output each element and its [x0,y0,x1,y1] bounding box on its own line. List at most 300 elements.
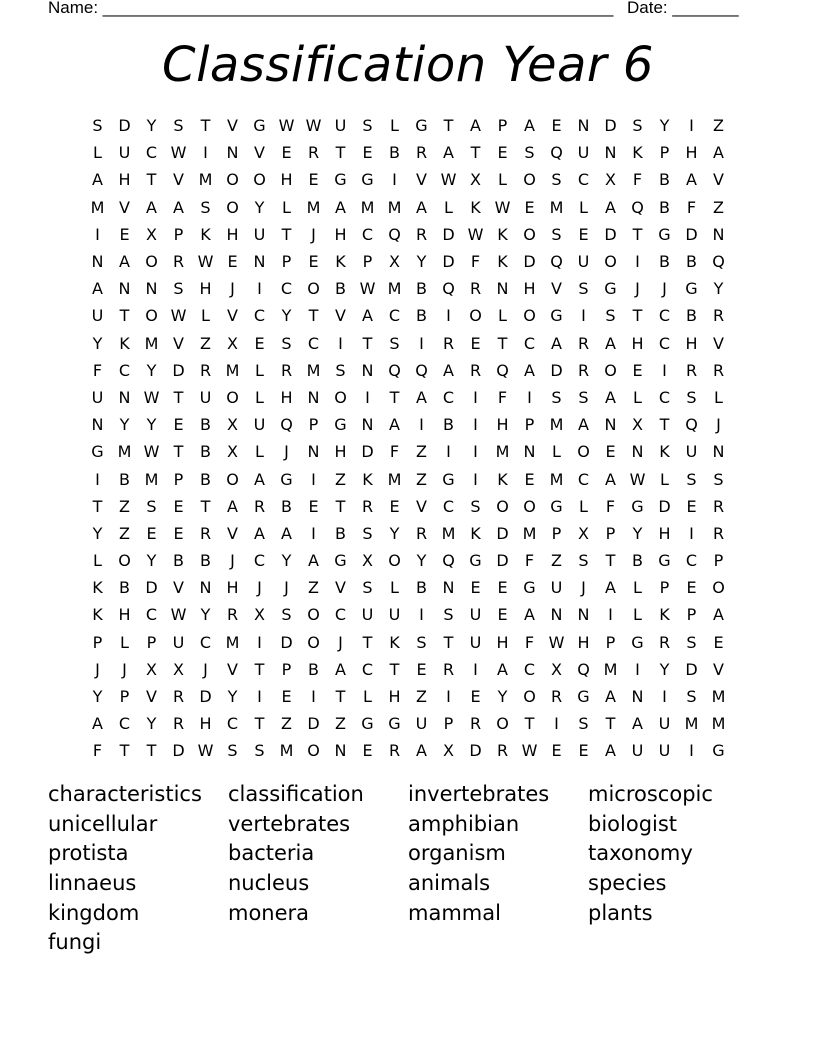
grid-letter: D [118,116,131,136]
grid-letter: R [172,687,185,707]
grid-letter: B [443,415,454,435]
grid-letter: K [632,143,643,163]
grid-letter: M [522,523,537,543]
grid-letter: Q [442,279,455,299]
grid-letter: H [199,714,212,734]
grid-letter: I [608,605,613,625]
grid-letter: I [257,687,262,707]
grid-letter: L [93,551,102,571]
grid-letter: K [335,252,346,272]
grid-letter: O [307,605,320,625]
grid-letter: B [389,143,400,163]
grid-letter: A [605,197,616,217]
grid-letter: C [118,360,131,380]
grid-letter: A [416,741,427,761]
grid-letter: W [170,143,187,163]
grid-letter: V [146,687,157,707]
grid-letter: T [443,632,454,652]
grid-letter: U [172,632,185,652]
grid-letter: F [389,442,400,462]
grid-letter: P [713,551,724,571]
grid-letter: S [551,170,562,190]
word-search-grid [84,112,732,765]
grid-letter: Z [416,469,427,489]
grid-letter: E [173,496,184,516]
grid-letter: L [390,578,399,598]
grid-letter: C [361,659,374,679]
grid-letter: G [631,496,644,516]
grid-row [84,194,732,221]
grid-row [84,601,732,628]
grid-letter: C [361,224,374,244]
grid-letter: M [198,170,213,190]
grid-letter: E [281,687,292,707]
grid-letter: T [605,714,616,734]
grid-letter: V [335,306,346,326]
grid-letter: V [551,279,562,299]
grid-letter: T [524,714,535,734]
grid-letter: I [365,387,370,407]
grid-row [84,112,732,139]
grid-letter: Q [415,360,428,380]
grid-letter: A [335,197,346,217]
grid-letter: B [659,252,670,272]
grid-row [84,221,732,248]
grid-letter: I [473,442,478,462]
grid-letter: N [712,442,725,462]
grid-letter: K [389,632,400,652]
grid-letter: C [145,143,158,163]
grid-letter: K [470,197,481,217]
word-bank-item: classification [228,782,364,806]
grid-letter: A [605,387,616,407]
grid-letter: P [281,252,292,272]
grid-letter: M [549,469,564,489]
grid-letter: J [257,578,262,598]
grid-letter: G [361,170,374,190]
grid-row [84,275,732,302]
grid-letter: S [200,197,211,217]
grid-letter: N [442,578,455,598]
grid-letter: O [523,496,536,516]
grid-letter: M [549,415,564,435]
grid-letter: N [118,387,131,407]
grid-letter: A [605,469,616,489]
grid-letter: S [254,741,265,761]
grid-letter: A [119,252,130,272]
grid-letter: D [172,741,185,761]
grid-letter: X [578,523,589,543]
grid-letter: S [443,605,454,625]
grid-row [84,166,732,193]
grid-letter: K [659,442,670,462]
grid-letter: D [442,252,455,272]
grid-letter: R [496,741,509,761]
grid-letter: I [419,333,424,353]
grid-letter: S [362,116,373,136]
grid-letter: W [197,252,214,272]
word-bank-item: taxonomy [588,841,693,866]
grid-letter: D [469,741,482,761]
grid-letter: P [92,632,103,652]
grid-letter: T [335,496,346,516]
grid-letter: L [633,387,642,407]
grid-letter: E [173,415,184,435]
grid-letter: T [389,659,400,679]
grid-letter: A [686,170,697,190]
word-bank-item: protista [48,841,129,866]
grid-letter: E [416,659,427,679]
grid-letter: Q [712,252,725,272]
grid-letter: R [712,306,725,326]
grid-letter: Q [577,659,590,679]
grid-letter: U [469,632,482,652]
grid-letter: L [498,170,507,190]
grid-letter: M [360,197,375,217]
grid-letter: A [551,333,562,353]
grid-letter: P [524,415,535,435]
grid-letter: V [416,170,427,190]
grid-letter: A [92,170,103,190]
grid-letter: J [662,279,667,299]
grid-letter: I [392,170,397,190]
grid-letter: I [473,469,478,489]
word-bank-item: biologist [588,811,678,836]
grid-letter: T [443,116,454,136]
grid-letter: O [253,170,266,190]
grid-letter: X [173,659,184,679]
word-bank-item: unicellular [48,811,158,836]
grid-letter: I [662,360,667,380]
grid-letter: L [633,578,642,598]
grid-letter: B [200,442,211,462]
grid-letter: I [446,306,451,326]
grid-letter: Y [713,279,724,299]
grid-letter: Y [281,551,292,571]
grid-letter: T [335,687,346,707]
grid-letter: W [521,741,538,761]
grid-letter: Y [146,415,157,435]
grid-letter: R [550,687,563,707]
grid-letter: T [632,224,643,244]
grid-letter: Z [119,523,130,543]
grid-letter: R [415,224,428,244]
grid-letter: T [281,224,292,244]
grid-letter: U [577,252,590,272]
grid-letter: C [658,306,671,326]
grid-letter: E [146,523,157,543]
grid-letter: D [604,224,617,244]
grid-letter: G [415,116,428,136]
grid-letter: U [334,116,347,136]
grid-letter: H [685,333,698,353]
grid-letter: I [95,469,100,489]
grid-letter: A [443,143,454,163]
grid-letter: E [281,143,292,163]
grid-letter: R [172,252,185,272]
grid-letter: I [95,224,100,244]
grid-letter: B [335,523,346,543]
grid-letter: A [524,116,535,136]
grid-letter: V [227,116,238,136]
grid-letter: U [253,224,266,244]
grid-letter: D [685,224,698,244]
grid-letter: A [254,523,265,543]
grid-letter: O [496,496,509,516]
grid-letter: J [581,578,586,598]
grid-row [84,656,732,683]
grid-letter: H [577,632,590,652]
word-bank-item: organism [408,841,506,866]
grid-letter: I [473,415,478,435]
grid-letter: O [118,551,131,571]
grid-letter: V [119,197,130,217]
grid-letter: K [200,224,211,244]
grid-letter: H [523,279,536,299]
grid-letter: G [280,469,293,489]
grid-letter: S [92,116,103,136]
grid-letter: X [146,224,157,244]
grid-letter: U [253,415,266,435]
grid-letter: V [713,333,724,353]
grid-letter: E [470,687,481,707]
grid-letter: N [631,687,644,707]
grid-letter: X [254,605,265,625]
grid-letter: P [497,116,508,136]
grid-letter: T [362,333,373,353]
grid-letter: C [577,170,590,190]
grid-letter: I [581,306,586,326]
grid-letter: K [470,523,481,543]
grid-letter: X [605,170,616,190]
grid-letter: C [658,387,671,407]
grid-letter: H [118,605,131,625]
grid-letter: N [91,252,104,272]
grid-letter: P [281,659,292,679]
grid-letter: I [257,632,262,652]
grid-letter: T [173,387,184,407]
grid-letter: R [307,143,320,163]
grid-letter: V [227,306,238,326]
grid-letter: C [253,306,266,326]
grid-letter: T [659,415,670,435]
grid-letter: S [686,387,697,407]
header-fields [48,0,748,20]
grid-letter: I [203,143,208,163]
grid-letter: Q [280,415,293,435]
grid-letter: B [416,578,427,598]
grid-letter: Y [146,551,157,571]
grid-letter: G [334,170,347,190]
grid-letter: A [713,605,724,625]
grid-letter: T [92,496,103,516]
page-title: Classification Year 6 [162,37,654,93]
grid-letter: H [685,143,698,163]
grid-letter: T [119,741,130,761]
grid-letter: O [469,306,482,326]
grid-row [84,248,732,275]
grid-letter: T [362,632,373,652]
grid-letter: S [686,632,697,652]
grid-letter: N [226,143,239,163]
grid-letter: A [92,714,103,734]
grid-letter: I [689,523,694,543]
grid-letter: X [551,659,562,679]
grid-letter: E [551,116,562,136]
grid-letter: O [226,387,239,407]
date-field: Date: _______ [627,0,739,17]
grid-letter: U [469,605,482,625]
grid-letter: X [227,442,238,462]
grid-letter: N [550,605,563,625]
grid-letter: Y [389,523,400,543]
grid-row [84,710,732,737]
grid-letter: O [523,170,536,190]
grid-letter: C [685,551,698,571]
word-bank-item: animals [408,871,491,896]
grid-letter: S [686,687,697,707]
grid-letter: T [632,306,643,326]
grid-letter: Z [551,551,562,571]
word-bank-item: invertebrates [408,782,550,806]
grid-letter: N [361,360,374,380]
grid-letter: H [496,632,509,652]
word-bank-item: kingdom [48,900,140,925]
grid-letter: S [389,333,400,353]
grid-letter: C [658,333,671,353]
grid-letter: N [604,143,617,163]
grid-letter: L [633,605,642,625]
grid-letter: G [658,224,671,244]
grid-letter: E [524,469,535,489]
grid-letter: Y [254,197,265,217]
grid-letter: N [577,116,590,136]
grid-letter: C [253,551,266,571]
grid-letter: X [362,551,373,571]
grid-letter: A [470,116,481,136]
grid-letter: B [686,252,697,272]
grid-letter: J [284,442,289,462]
grid-letter: Q [685,415,698,435]
grid-letter: C [307,333,320,353]
grid-letter: N [118,279,131,299]
grid-letter: B [119,469,130,489]
grid-letter: F [632,170,643,190]
grid-letter: I [446,687,451,707]
grid-letter: C [280,279,293,299]
grid-letter: P [362,252,373,272]
grid-letter: M [306,197,321,217]
grid-letter: M [711,714,726,734]
grid-letter: B [416,279,427,299]
grid-letter: E [470,578,481,598]
grid-letter: A [308,551,319,571]
grid-letter: E [686,578,697,598]
grid-letter: U [199,387,212,407]
grid-letter: B [200,469,211,489]
grid-letter: I [527,387,532,407]
grid-letter: R [199,360,212,380]
grid-letter: C [577,469,590,489]
grid-letter: I [311,687,316,707]
grid-letter: O [307,632,320,652]
grid-letter: H [226,224,239,244]
grid-letter: S [632,116,643,136]
grid-letter: H [334,224,347,244]
grid-letter: W [548,632,565,652]
grid-row [84,438,732,465]
grid-letter: P [659,578,670,598]
grid-letter: N [253,252,266,272]
grid-letter: I [446,442,451,462]
grid-letter: B [659,197,670,217]
grid-letter: X [389,252,400,272]
word-bank-item: microscopic [588,782,713,806]
grid-letter: E [524,197,535,217]
grid-letter: D [280,632,293,652]
grid-letter: M [306,360,321,380]
grid-letter: M [495,442,510,462]
grid-letter: Z [416,442,427,462]
grid-letter: D [523,252,536,272]
grid-letter: B [416,306,427,326]
grid-row [84,574,732,601]
grid-letter: O [388,551,401,571]
grid-letter: G [523,578,536,598]
grid-letter: E [578,224,589,244]
grid-letter: E [497,605,508,625]
grid-letter: H [226,578,239,598]
grid-letter: I [689,741,694,761]
grid-letter: H [496,415,509,435]
grid-letter: H [118,170,131,190]
grid-letter: U [388,605,401,625]
grid-letter: E [632,360,643,380]
grid-letter: A [605,578,616,598]
grid-letter: L [120,632,129,652]
grid-letter: O [334,387,347,407]
grid-letter: L [255,442,264,462]
grid-letter: E [308,496,319,516]
grid-letter: G [442,469,455,489]
grid-letter: I [473,659,478,679]
grid-letter: E [713,632,724,652]
word-bank-item: amphibian [408,811,520,836]
word-bank-item: characteristics [48,782,202,806]
grid-letter: Z [713,116,724,136]
grid-letter: D [604,116,617,136]
grid-letter: T [146,741,157,761]
grid-letter: A [497,659,508,679]
word-bank-item: nucleus [228,871,310,896]
grid-letter: U [91,306,104,326]
grid-letter: X [227,333,238,353]
grid-row [84,357,732,384]
grid-letter: P [173,224,184,244]
grid-letter: H [658,523,671,543]
grid-letter: J [311,224,316,244]
grid-letter: L [363,687,372,707]
word-bank-item: species [588,871,667,896]
grid-letter: Z [335,469,346,489]
grid-letter: B [200,551,211,571]
grid-letter: A [254,469,265,489]
grid-letter: K [659,605,670,625]
grid-letter: V [173,170,184,190]
grid-row [84,139,732,166]
grid-letter: V [227,659,238,679]
grid-letter: R [469,714,482,734]
